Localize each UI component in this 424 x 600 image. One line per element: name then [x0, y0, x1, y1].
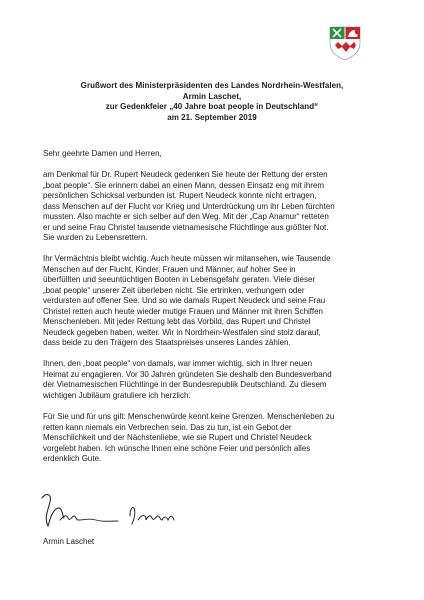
text-line: am Denkmal für Dr. Rupert Neudeck gedenken Sie heute der Rettung der ersten	[43, 170, 328, 179]
coat-of-arms-emblem	[328, 25, 362, 61]
text-line: Neudeck gegeben haben, weiter. Wir in Nordrhein-Westfalen sind stolz darauf,	[43, 327, 321, 337]
text-line: Menschenleben. Mit jeder Rettung lebt das Vorbild, das Rupert und Christel	[43, 317, 311, 326]
text-line: er und seine Frau Christel tausende vietnamesische Flüchtlinge aus größter Not.	[43, 222, 329, 232]
text-line: retten kann niemals ein Verbrechen sein. Das zu tun, ist ein Gebot der	[43, 422, 292, 432]
text-line: Menschen auf der Flucht, Kinder, Frauen und Männer, auf hoher See in	[43, 264, 296, 274]
heading-line: am 21. September 2019	[167, 112, 257, 122]
text-line: Ihnen, den „boat people“ von damals, war immer wichtig, sich in Ihrer neuen	[43, 359, 313, 368]
handwritten-signature	[38, 480, 198, 532]
heading-line: Armin Laschet,	[182, 91, 242, 101]
text-line: Christel retten auch heute wieder mutige Frauen und Männer mit ihren Schiffen	[43, 306, 324, 316]
heading-line: Grußwort des Ministerpräsidenten des Landes Nordrhein-Westfalen,	[80, 81, 344, 90]
text-line: Ihr Vermächtnis bleibt wichtig. Auch heute müssen wir mitansehen, wie Tausende	[43, 254, 331, 263]
text-line: Für Sie und für uns gilt: Menschenwürde kennt keine Grenzen. Menschenleben zu	[43, 412, 335, 421]
text-line: überfüllten und seeuntüchtigen Booten in Lebensgefahr geraten. Viele dieser	[43, 275, 316, 284]
text-line: dass Menschen auf der Flucht vor Krieg und Unterdrückung um ihr Leben fürchten	[43, 201, 335, 211]
paragraph-2	[43, 254, 393, 349]
heading-line: zur Gedenkfeier „40 Jahre boat people in Deutschland“	[105, 102, 319, 111]
text-line: mussten. Also machte er sich selber auf den Weg. Mit der „Cap Anamur“ retteten	[43, 212, 329, 221]
paragraph-1	[43, 170, 393, 244]
text-line: der Vietnamesischen Flüchtlinge in der Bundesrepublik Deutschland. Zu diesem	[43, 380, 327, 389]
text-line: persönlichen Schicksal verbunden ist. Rupert Neudeck konnte nicht ertragen,	[43, 191, 317, 200]
text-line: Sie wurden zu Lebensrettern.	[43, 233, 148, 242]
text-line: „boat people“ unserer Zeit überleben nicht. Sie ertrinken, verhungern oder	[43, 285, 305, 295]
salutation: Sehr geehrte Damen und Herren,	[43, 149, 162, 158]
text-line: Heimat zu engagieren. Vor 30 Jahren gründeten Sie deshalb den Bundesverband	[43, 369, 332, 379]
text-line: verdursten auf offener See. Und so wie damals Rupert Neudeck und seine Frau	[43, 296, 326, 305]
text-line: dass beide zu den Trägern des Staatspreises unseres Landes zählen.	[43, 338, 291, 347]
text-line: wichtigen Jubiläum gratuliere ich herzlich.	[43, 390, 191, 400]
paragraph-4	[43, 412, 393, 465]
text-line: „boat people“. Sie erinnern dabei an einen Mann, dessen Einsatz eng mit ihrem	[43, 180, 325, 190]
text-line: vorgelebt haben. Ich wünsche Ihnen eine schöne Feier und persönlich alles	[43, 443, 311, 453]
document-heading	[40, 81, 384, 123]
signer-name: Armin Laschet	[43, 537, 95, 546]
text-line: erdenklich Gute.	[43, 454, 102, 463]
text-line: Menschlichkeit und der Nächstenliebe, wie sie Rupert und Christel Neudeck	[43, 433, 312, 442]
paragraph-3	[43, 359, 393, 401]
